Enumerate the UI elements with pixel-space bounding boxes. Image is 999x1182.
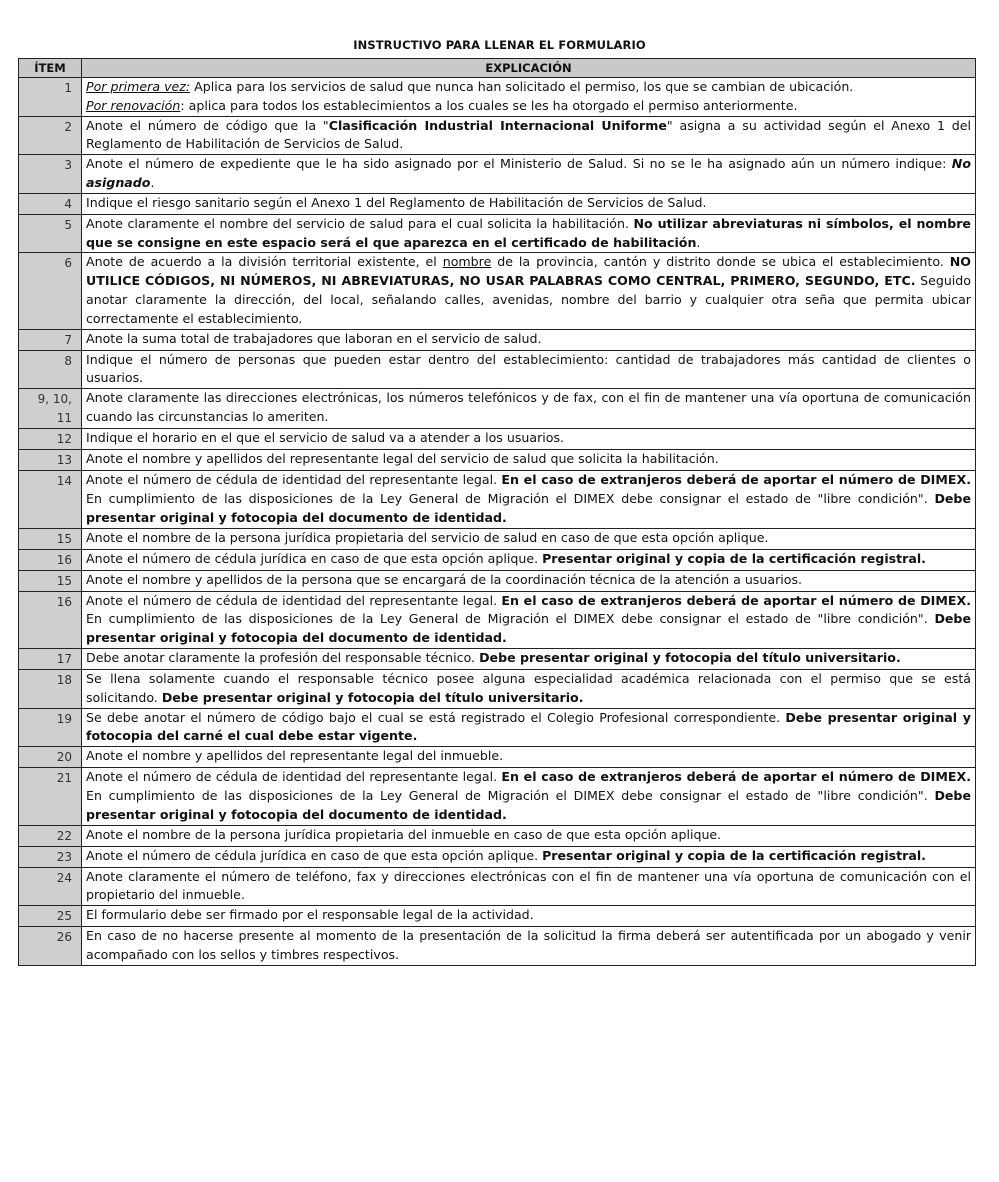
bold-text: Debe presentar original y fotocopia del título universitario. — [161, 689, 584, 705]
item-number: 5 — [19, 214, 82, 253]
plain-text: . — [696, 234, 701, 250]
item-explanation — [82, 825, 976, 846]
italic-underlined-text: Por renovación — [86, 97, 181, 113]
table-row — [19, 429, 976, 450]
bold-text: No utilizar abreviaturas ni símbolos, el nombre que se consigne en este espacio será el que aparezca en el certificado de habilitación — [86, 215, 971, 250]
item-explanation — [82, 528, 976, 549]
table-row — [19, 846, 976, 867]
plain-text: Anote el número de cédula de identidad del representante legal. — [86, 592, 502, 608]
plain-text: Anote el nombre y apellidos de la persona que se encargará de la coordinación técnica de la atención a usuarios. — [86, 571, 803, 587]
table-row — [19, 927, 976, 966]
item-number: 16 — [19, 591, 82, 648]
item-explanation — [82, 329, 976, 350]
plain-text: Se debe anotar el número de código bajo el cual se está registrado el Colegio Profesional correspondiente. — [86, 709, 786, 725]
table-row — [19, 825, 976, 846]
bold-text: Debe presentar original y fotocopia del documento de identidad. — [86, 787, 971, 822]
item-number: 21 — [19, 768, 82, 825]
plain-text: En cumplimiento de las disposiciones de la Ley General de Migración el DIMEX debe consignar el estado de "libre condición". — [86, 611, 935, 627]
bold-text: Debe presentar original y fotocopia del carné el cual debe estar vigente. — [86, 709, 971, 744]
bold-text: En el caso de extranjeros deberá de aportar el número de DIMEX. — [501, 769, 971, 785]
table-row — [19, 591, 976, 648]
plain-text: Anote el número de cédula de identidad del representante legal. — [86, 769, 502, 785]
item-number: 12 — [19, 429, 82, 450]
table-row — [19, 116, 976, 155]
table-row — [19, 214, 976, 253]
plain-text: " asigna a su actividad según el Anexo 1 del Reglamento de Habilitación de Servicios de Salud. — [86, 117, 972, 152]
plain-text: Anote el número de cédula jurídica en caso de que esta opción aplique. — [86, 847, 543, 863]
item-explanation — [82, 669, 976, 708]
bold-text: Debe presentar original y fotocopia del documento de identidad. — [86, 490, 971, 525]
item-number: 24 — [19, 867, 82, 906]
table-row — [19, 669, 976, 708]
plain-text: Anote el nombre y apellidos del representante legal del inmueble. — [86, 748, 504, 764]
table-row — [19, 528, 976, 549]
explanation-column-header: EXPLICACIÓN — [82, 59, 976, 78]
bold-text: En el caso de extranjeros deberá de aportar el número de DIMEX. — [501, 592, 971, 608]
item-number: 19 — [19, 708, 82, 747]
item-number: 15 — [19, 528, 82, 549]
item-explanation — [82, 867, 976, 906]
plain-text: Anote el número de cédula jurídica en caso de que esta opción aplique. — [86, 550, 543, 566]
item-explanation — [82, 471, 976, 528]
plain-text: El formulario debe ser firmado por el responsable legal de la actividad. — [86, 907, 534, 923]
table-row — [19, 570, 976, 591]
table-row — [19, 450, 976, 471]
item-explanation — [82, 708, 976, 747]
item-number: 1 — [19, 78, 82, 117]
item-explanation — [82, 747, 976, 768]
item-explanation — [82, 927, 976, 966]
plain-text: Anote claramente el nombre del servicio de salud para el cual solicita la habilitación. — [86, 215, 634, 231]
table-row — [19, 708, 976, 747]
item-explanation — [82, 155, 976, 194]
italic-underlined-text: Por primera vez: — [86, 79, 191, 94]
item-number: 16 — [19, 549, 82, 570]
item-number: 18 — [19, 669, 82, 708]
item-explanation — [82, 429, 976, 450]
item-number: 14 — [19, 471, 82, 528]
table-row — [19, 648, 976, 669]
item-column-header: ÍTEM — [19, 59, 82, 78]
underlined-text: nombre — [442, 254, 492, 270]
plain-text: Anote el número de cédula de identidad del representante legal. — [86, 472, 502, 488]
plain-text: de la provincia, cantón y distrito donde se ubica el establecimiento. — [491, 254, 950, 270]
plain-text: Anote el nombre de la persona jurídica propietaria del inmueble en caso de que esta opción aplique. — [86, 826, 722, 842]
table-header-row — [19, 59, 976, 78]
item-explanation — [82, 253, 976, 329]
item-explanation — [82, 570, 976, 591]
item-number: 13 — [19, 450, 82, 471]
item-number: 3 — [19, 155, 82, 194]
bold-text: En el caso de extranjeros deberá de aportar el número de DIMEX. — [501, 472, 971, 488]
table-row — [19, 329, 976, 350]
table-row — [19, 253, 976, 329]
plain-text: . — [150, 174, 155, 190]
plain-text: Anote el nombre y apellidos del representante legal del servicio de salud que solicita la habilitación. — [86, 451, 719, 467]
plain-text: Anote la suma total de trabajadores que laboran en el servicio de salud. — [86, 330, 542, 346]
plain-text: Anote claramente las direcciones electrónicas, los números telefónicos y de fax, con el fin de mantener una vía oportuna de comunicación cuando las circunstancias lo ameriten. — [86, 390, 971, 424]
plain-text: Aplica para los servicios de salud que nunca han solicitado el permiso, los que se cambian de ubicación. — [190, 79, 854, 94]
item-number: 9, 10, 11 — [19, 389, 82, 429]
instructions-table-container — [18, 58, 976, 966]
plain-text: En cumplimiento de las disposiciones de la Ley General de Migración el DIMEX debe consignar el estado de "libre condición". — [86, 490, 935, 506]
table-row — [19, 193, 976, 214]
item-number: 8 — [19, 350, 82, 389]
table-row — [19, 389, 976, 429]
bold-text: Debe presentar original y fotocopia del título universitario. — [479, 649, 901, 665]
plain-text: Anote el número de expediente que le ha sido asignado por el Ministerio de Salud. Si no se le ha asignado aún un número indique: — [86, 156, 952, 172]
plain-text: Seguido anotar claramente la dirección, del local, señalando calles, avenidas, nombre del barrio y cualquier otra seña que permita ubicar correctamente el establecimiento. — [86, 273, 971, 326]
plain-text: Anote el número de código que la " — [86, 117, 329, 133]
table-row — [19, 747, 976, 768]
instructions-table — [18, 58, 976, 966]
item-explanation — [82, 389, 976, 429]
table-row — [19, 768, 976, 825]
item-number: 17 — [19, 648, 82, 669]
bold-text: Debe presentar original y fotocopia del documento de identidad. — [86, 611, 971, 646]
table-row — [19, 471, 976, 528]
plain-text: : aplica para todos los establecimientos a los cuales se les ha otorgado el permiso anteriormente. — [180, 97, 798, 113]
table-row — [19, 78, 976, 117]
table-row — [19, 549, 976, 570]
table-body — [19, 78, 976, 966]
bold-italic-text: No asignado — [86, 156, 971, 190]
item-explanation — [82, 846, 976, 867]
plain-text: Anote de acuerdo a la división territorial existente, el — [86, 254, 443, 270]
bold-text: Clasificación Industrial Internacional Uniforme — [328, 117, 667, 133]
table-row — [19, 867, 976, 906]
plain-text: Anote el nombre de la persona jurídica propietaria del servicio de salud en caso de que esta opción aplique. — [86, 529, 769, 545]
item-explanation — [82, 450, 976, 471]
item-number: 15 — [19, 570, 82, 591]
bold-text: Presentar original y copia de la certificación registral. — [542, 847, 926, 863]
table-row — [19, 155, 976, 194]
plain-text: Indique el número de personas que pueden estar dentro del establecimiento: cantidad de trabajadores más cantidad de clientes o usuarios. — [86, 351, 971, 386]
bold-text: NO UTILICE CÓDIGOS, NI NÚMEROS, NI ABREVIATURAS, NO USAR PALABRAS COMO CENTRAL, PRIMERO, SEGUNDO, ETC. — [86, 254, 971, 289]
item-explanation — [82, 906, 976, 927]
item-explanation — [82, 350, 976, 389]
item-number: 6 — [19, 253, 82, 329]
item-explanation — [82, 78, 976, 117]
plain-text: Se llena solamente cuando el responsable técnico posee alguna especialidad académica relacionada con el permiso que se está solicitando. — [86, 670, 971, 705]
item-number: 25 — [19, 906, 82, 927]
item-explanation — [82, 591, 976, 648]
item-number: 2 — [19, 116, 82, 155]
item-number: 20 — [19, 747, 82, 768]
item-explanation — [82, 768, 976, 825]
item-number: 7 — [19, 329, 82, 350]
item-explanation — [82, 549, 976, 570]
item-number: 23 — [19, 846, 82, 867]
plain-text: En caso de no hacerse presente al momento de la presentación de la solicitud la firma deberá ser autentificada por un abogado y venir acompañado con los sellos y timbres respectivos. — [86, 928, 971, 962]
plain-text: Indique el riesgo sanitario según el Anexo 1 del Reglamento de Habilitación de Servicios de Salud. — [86, 194, 707, 210]
table-row — [19, 906, 976, 927]
plain-text: En cumplimiento de las disposiciones de la Ley General de Migración el DIMEX debe consignar el estado de "libre condición". — [86, 787, 935, 803]
bold-text: Presentar original y copia de la certificación registral. — [542, 550, 926, 566]
item-number: 4 — [19, 193, 82, 214]
item-explanation — [82, 214, 976, 253]
plain-text: Debe anotar claramente la profesión del responsable técnico. — [86, 649, 480, 665]
plain-text: Anote claramente el número de teléfono, fax y direcciones electrónicas con el fin de mantener una vía oportuna de comunicación con el propietario del inmueble. — [86, 868, 971, 903]
item-number: 22 — [19, 825, 82, 846]
item-explanation — [82, 648, 976, 669]
table-row — [19, 350, 976, 389]
item-number: 26 — [19, 927, 82, 966]
item-explanation — [82, 193, 976, 214]
item-explanation — [82, 116, 976, 155]
document-title: INSTRUCTIVO PARA LLENAR EL FORMULARIO — [353, 38, 646, 52]
plain-text: Indique el horario en el que el servicio de salud va a atender a los usuarios. — [86, 430, 565, 446]
